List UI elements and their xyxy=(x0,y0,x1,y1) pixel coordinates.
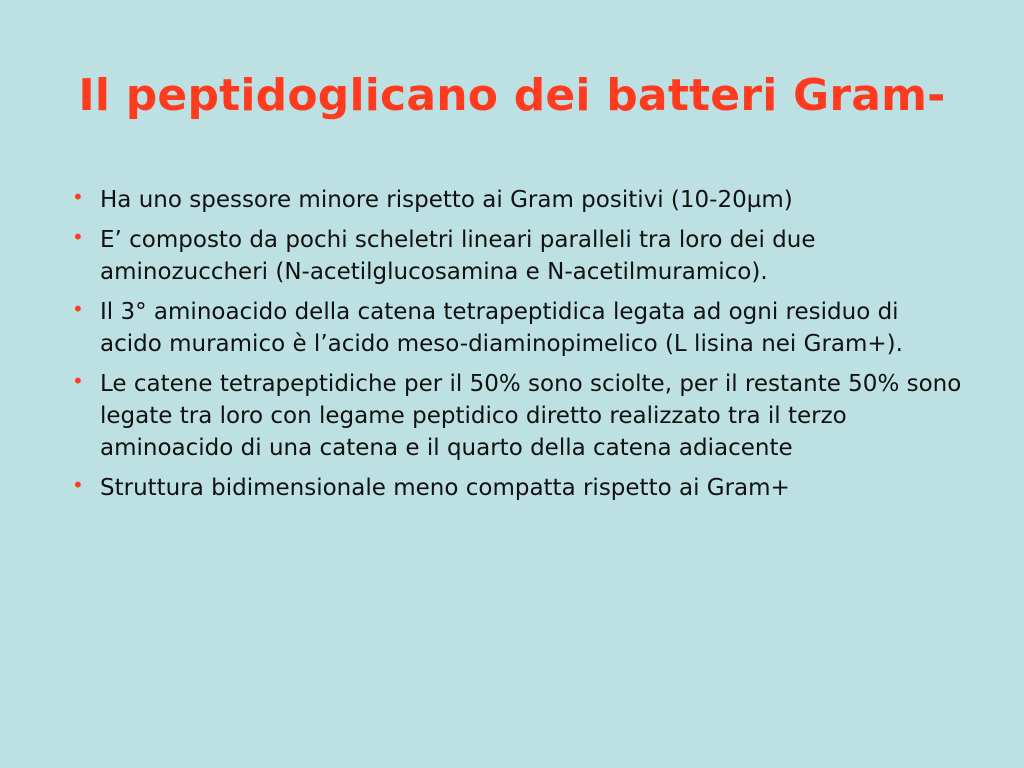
bullet-text: Il 3° aminoacido della catena tetrapeptidica legata ad ogni residuo di acido muramico è l’acido meso-diaminopimelico (L lisina nei Gram+). xyxy=(100,299,903,357)
bullet-marker-icon: • xyxy=(72,473,84,497)
bullet-item xyxy=(64,184,964,216)
bullet-item xyxy=(64,472,964,504)
bullet-text: E’ composto da pochi scheletri lineari paralleli tra loro dei due aminozuccheri (N-acetilglucosamina e N-acetilmuramico). xyxy=(100,227,816,285)
bullet-item xyxy=(64,368,964,464)
bullet-text: Le catene tetrapeptidiche per il 50% sono sciolte, per il restante 50% sono legate tra loro con legame peptidico diretto realizzato tra il terzo aminoacido di una catena e il quarto della catena adiacente xyxy=(100,371,962,461)
bullet-marker-icon: • xyxy=(72,225,84,249)
bullet-item xyxy=(64,296,964,360)
bullet-text: Ha uno spessore minore rispetto ai Gram positivi (10-20µm) xyxy=(100,187,793,213)
bullet-marker-icon: • xyxy=(72,297,84,321)
bullet-marker-icon: • xyxy=(72,185,84,209)
slide-title: Il peptidoglicano dei batteri Gram- xyxy=(78,70,946,121)
bullet-text: Struttura bidimensionale meno compatta rispetto ai Gram+ xyxy=(100,475,790,501)
bullet-list xyxy=(64,184,964,512)
bullet-item xyxy=(64,224,964,288)
bullet-marker-icon: • xyxy=(72,369,84,393)
